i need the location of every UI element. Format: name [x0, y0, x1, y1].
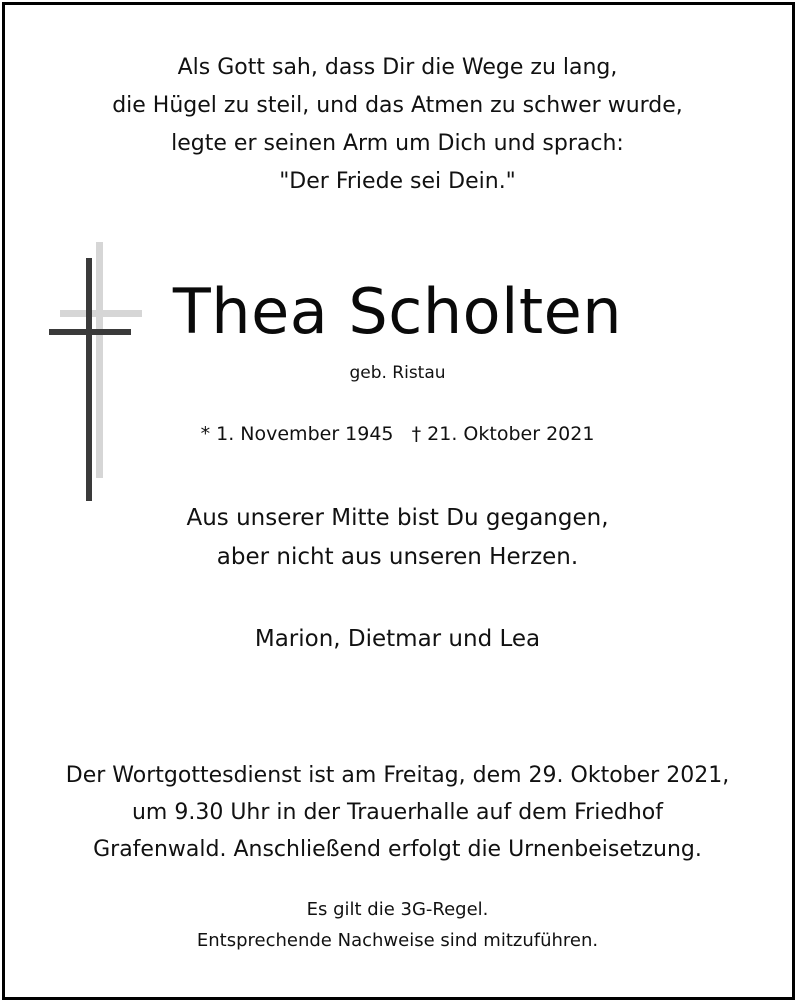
poem-line-1: Als Gott sah, dass Dir die Wege zu lang, [177, 55, 618, 80]
poem-line-2: die Hügel zu steil, und das Atmen zu schwer wurde, [112, 93, 683, 118]
service-line-2: um 9.30 Uhr in der Trauerhalle auf dem Friedhof [131, 800, 663, 825]
notice-line-2: Entsprechende Nachweise sind mitzuführen. [196, 930, 599, 951]
birth-name: geb. Ristau [349, 363, 446, 383]
deceased-name: Thea Scholten [172, 275, 623, 348]
motto-line-1: Aus unserer Mitte bist Du gegangen, [186, 505, 609, 531]
mourners: Marion, Dietmar und Lea [254, 626, 541, 652]
service-line-3: Grafenwald. Anschließend erfolgt die Urnenbeisetzung. [93, 837, 702, 862]
poem-line-4: "Der Friede sei Dein." [279, 169, 516, 194]
poem-line-3: legte er seinen Arm um Dich und sprach: [171, 131, 624, 156]
motto-line-2: aber nicht aus unseren Herzen. [216, 544, 579, 570]
life-dates: * 1. November 1945 † 21. Oktober 2021 [200, 423, 595, 445]
service-line-1: Der Wortgottesdienst ist am Freitag, dem 29. Oktober 2021, [65, 763, 730, 788]
notice-line-1: Es gilt die 3G-Regel. [306, 899, 489, 920]
